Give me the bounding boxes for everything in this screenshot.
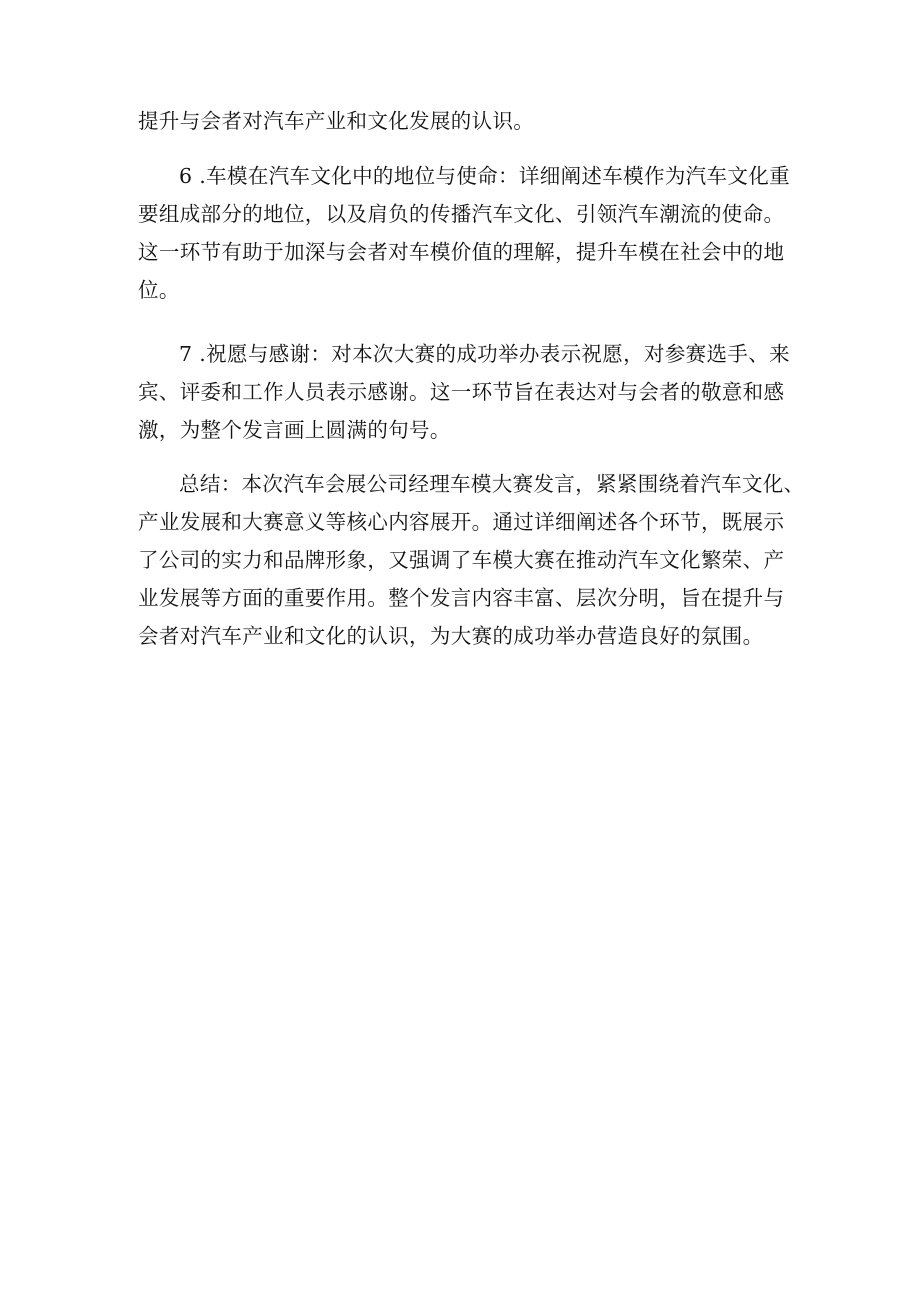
paragraph-item-7: [138, 335, 788, 449]
text-line: 会者对汽车产业和文化的认识，为大赛的成功举办营造良好的氛围。: [138, 624, 764, 648]
text-line: 6 .车模在汽车文化中的地位与使命：详细阐述车模作为汽车文化重: [179, 164, 790, 188]
text-line: 激，为整个发言画上圆满的句号。: [138, 418, 451, 442]
text-line: 提升与会者对汽车产业和文化发展的认识。: [138, 109, 535, 133]
paragraph-item-6: [138, 157, 788, 309]
text-line: 业发展等方面的重要作用。整个发言内容丰富、层次分明，旨在提升与: [138, 586, 785, 610]
text-line: 位。: [138, 278, 180, 302]
text-line: 总结：本次汽车会展公司经理车模大赛发言，紧紧围绕着汽车文化、: [179, 472, 805, 496]
text-line: 7 .祝愿与感谢：对本次大赛的成功举办表示祝愿，对参赛选手、来: [179, 342, 790, 366]
text-line: 这一环节有助于加深与会者对车模价值的理解，提升车模在社会中的地: [138, 240, 785, 264]
text-line: 宾、评委和工作人员表示感谢。这一环节旨在表达对与会者的敬意和感: [138, 380, 785, 404]
paragraph-continuation: [138, 102, 788, 140]
text-line: 了公司的实力和品牌形象，又强调了车模大赛在推动汽车文化繁荣、产: [138, 548, 785, 572]
text-line: 产业发展和大赛意义等核心内容展开。通过详细阐述各个环节，既展示: [138, 510, 785, 534]
text-line: 要组成部分的地位，以及肩负的传播汽车文化、引领汽车潮流的使命。: [138, 202, 785, 226]
paragraph-summary: [138, 465, 805, 655]
